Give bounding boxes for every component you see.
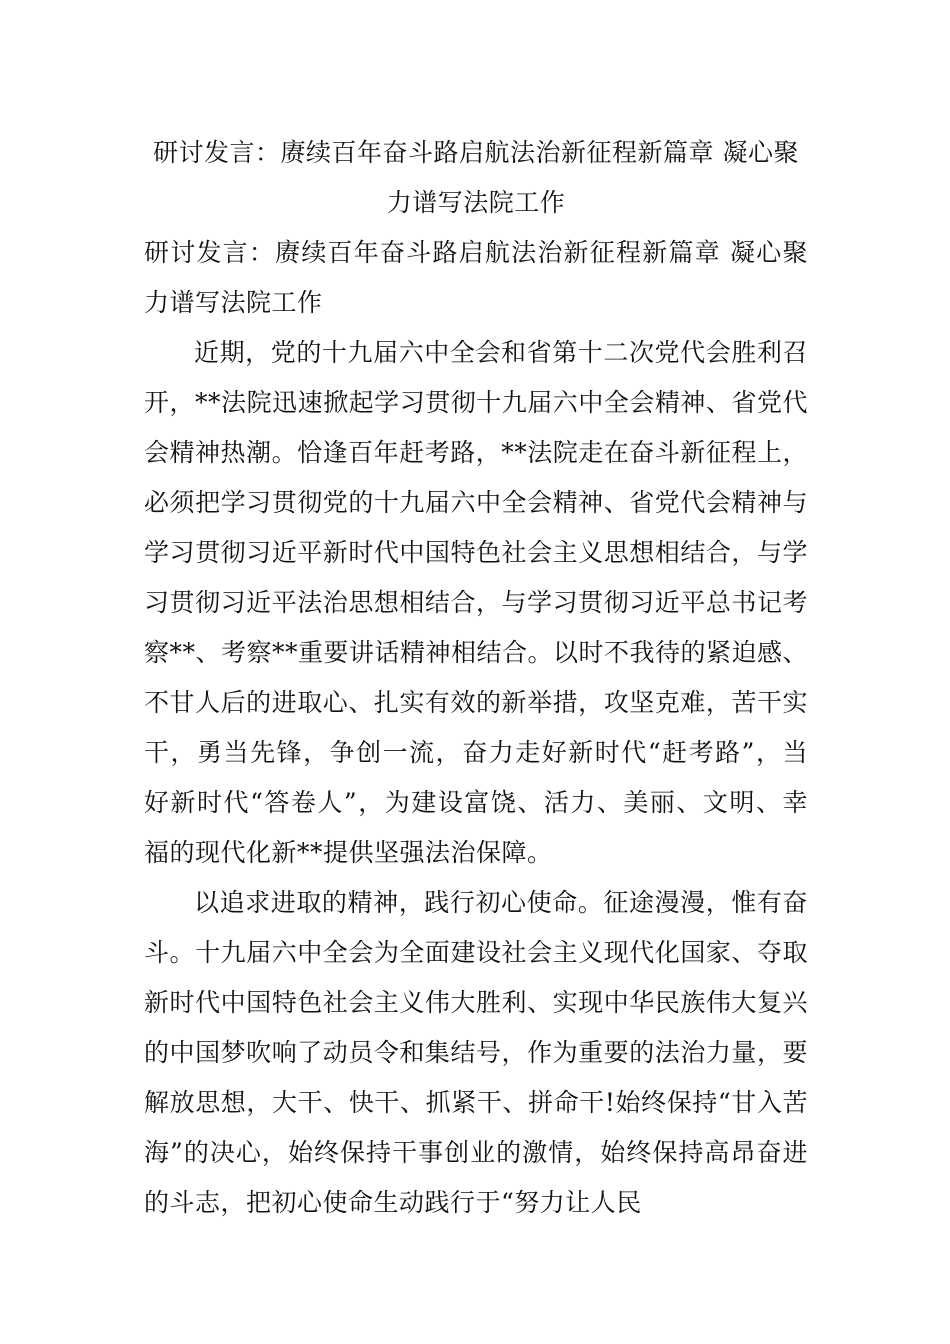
paragraph-2: 以追求进取的精神，践行初心使命。征途漫漫，惟有奋斗。十九届六中全会为全面建设社会主义现代化国家、夺取新时代中国特色社会主义伟大胜利、实现中华民族伟大复兴的中国梦吹响了动员令和集结号，作为重要的法治力量，要解放思想，大干、快干、抓紧干、拼命干!始终保持“甘入苦海”的决心，始终保持干事创业的激情，始终保持高昂奋进的斗志，把初心使命生动践行于“努力让人民	[144, 888, 808, 1217]
paragraph-1: 近期，党的十九届六中全会和省第十二次党代会胜利召开，**法院迅速掀起学习贯彻十九届六中全会精神、省党代会精神热潮。恰逢百年赶考路，**法院走在奋斗新征程上，必须把学习贯彻党的十九届六中全会精神、省党代会精神与学习贯彻习近平新时代中国特色社会主义思想相结合，与学习贯彻习近平法治思想相结合，与学习贯彻习近平总书记考察**、考察**重要讲话精神相结合。以时不我待的紧迫感、不甘人后的进取心、扎实有效的新举措，攻坚克难，苦干实干，勇当先锋，争创一流，奋力走好新时代“赶考路”，当好新时代“答卷人”，为建设富饶、活力、美丽、文明、幸福的现代化新**提供坚强法治保障。	[144, 338, 809, 867]
document-title: 研讨发言：赓续百年奋斗路启航法治新征程新篇章 凝心聚力谱写法院工作	[153, 138, 799, 217]
document-heading: 研讨发言：赓续百年奋斗路启航法治新征程新篇章 凝心聚力谱写法院工作	[144, 238, 808, 317]
document-body	[144, 128, 808, 1228]
